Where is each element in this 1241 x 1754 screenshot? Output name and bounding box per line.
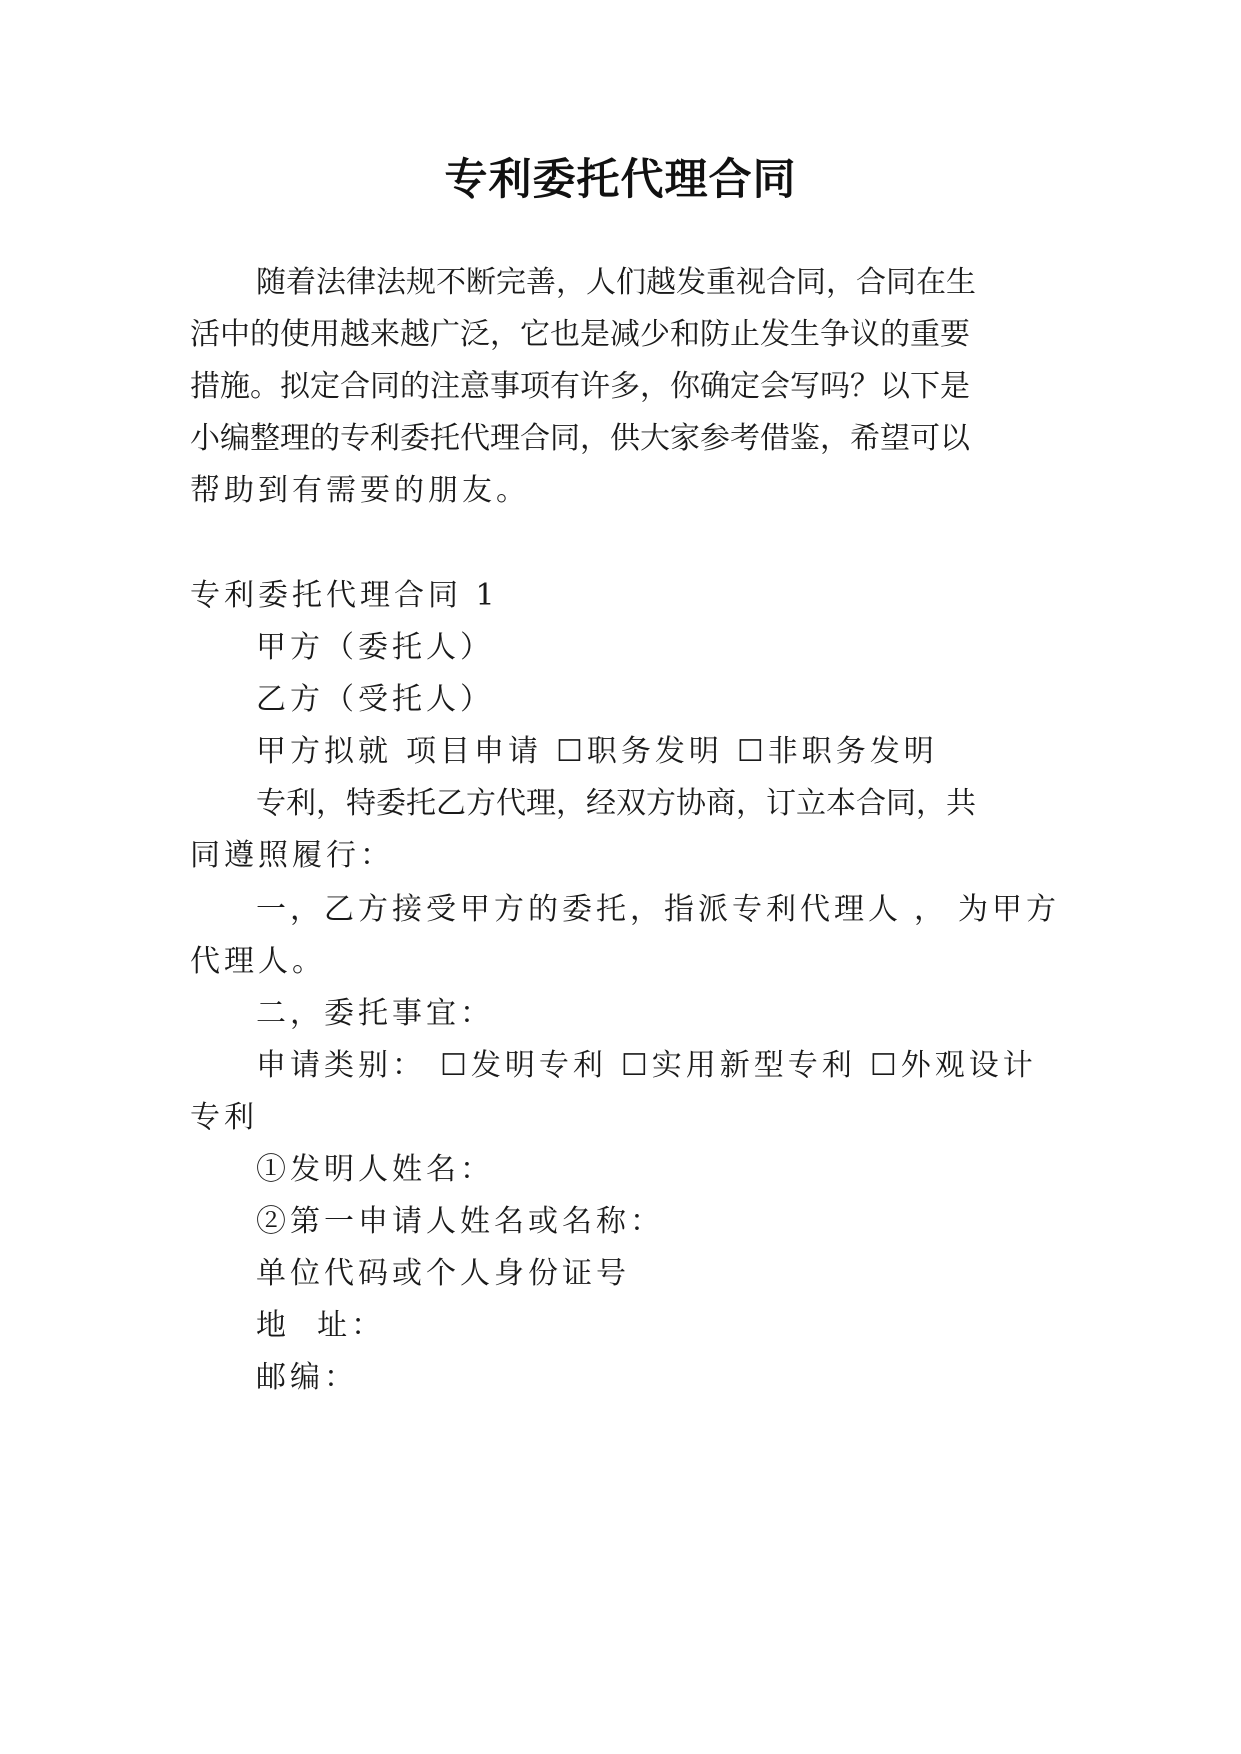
project-line: [256, 723, 938, 781]
address-field: 地 址：: [256, 1308, 386, 1343]
application-type-label: 申请类别：: [256, 1048, 426, 1083]
application-type-continuation: 专利: [190, 1100, 258, 1135]
invention-patent-checkbox[interactable]: ☐发明专利: [440, 1048, 607, 1083]
project-label: 项目申请: [406, 734, 542, 769]
intro-line-4: 小编整理的专利委托代理合同，供大家参考借鉴，希望可以: [190, 421, 970, 456]
clause-1-text: 一，乙方接受甲方的委托，指派专利代理人: [256, 892, 902, 927]
service-invention-checkbox[interactable]: ☐职务发明: [556, 734, 723, 769]
application-type-line: [256, 1037, 1037, 1095]
id-number-field: 单位代码或个人身份证号: [256, 1256, 630, 1291]
clause-1-line: [256, 881, 1060, 939]
party-a-label: 甲方（委托人）: [256, 630, 494, 665]
utility-model-checkbox[interactable]: ☐实用新型专利: [620, 1048, 856, 1083]
patent-para-line-2: 同遵照履行：: [190, 838, 394, 873]
intro-line-1: 随着法律法规不断完善，人们越发重视合同，合同在生: [256, 265, 976, 300]
intro-line-5: 帮助到有需要的朋友。: [190, 473, 530, 508]
non-service-invention-checkbox[interactable]: ☐非职务发明: [736, 734, 938, 769]
clause-1-comma: ，: [914, 892, 948, 927]
clause-1-continuation: 代理人。: [190, 944, 326, 979]
intro-line-3: 措施。拟定合同的注意事项有许多，你确定会写吗？以下是: [190, 369, 970, 404]
design-patent-checkbox[interactable]: ☐外观设计: [869, 1048, 1037, 1083]
first-applicant-field: ②第一申请人姓名或名称：: [256, 1204, 664, 1239]
document-title: 专利委托代理合同: [444, 155, 797, 205]
project-prefix: 甲方拟就: [256, 734, 392, 769]
inventor-name-field: ①发明人姓名：: [256, 1152, 494, 1187]
clause-2-heading: 二，委托事宜：: [256, 996, 494, 1031]
clause-1-tail: 为甲方: [958, 892, 1060, 927]
intro-line-2: 活中的使用越来越广泛，它也是减少和防止发生争议的重要: [190, 317, 970, 352]
section-heading: 专利委托代理合同 1: [190, 578, 499, 613]
postcode-field: 邮编：: [256, 1360, 358, 1395]
party-b-label: 乙方（受托人）: [256, 682, 494, 717]
patent-para-line-1: 专利，特委托乙方代理，经双方协商，订立本合同，共: [256, 786, 976, 821]
